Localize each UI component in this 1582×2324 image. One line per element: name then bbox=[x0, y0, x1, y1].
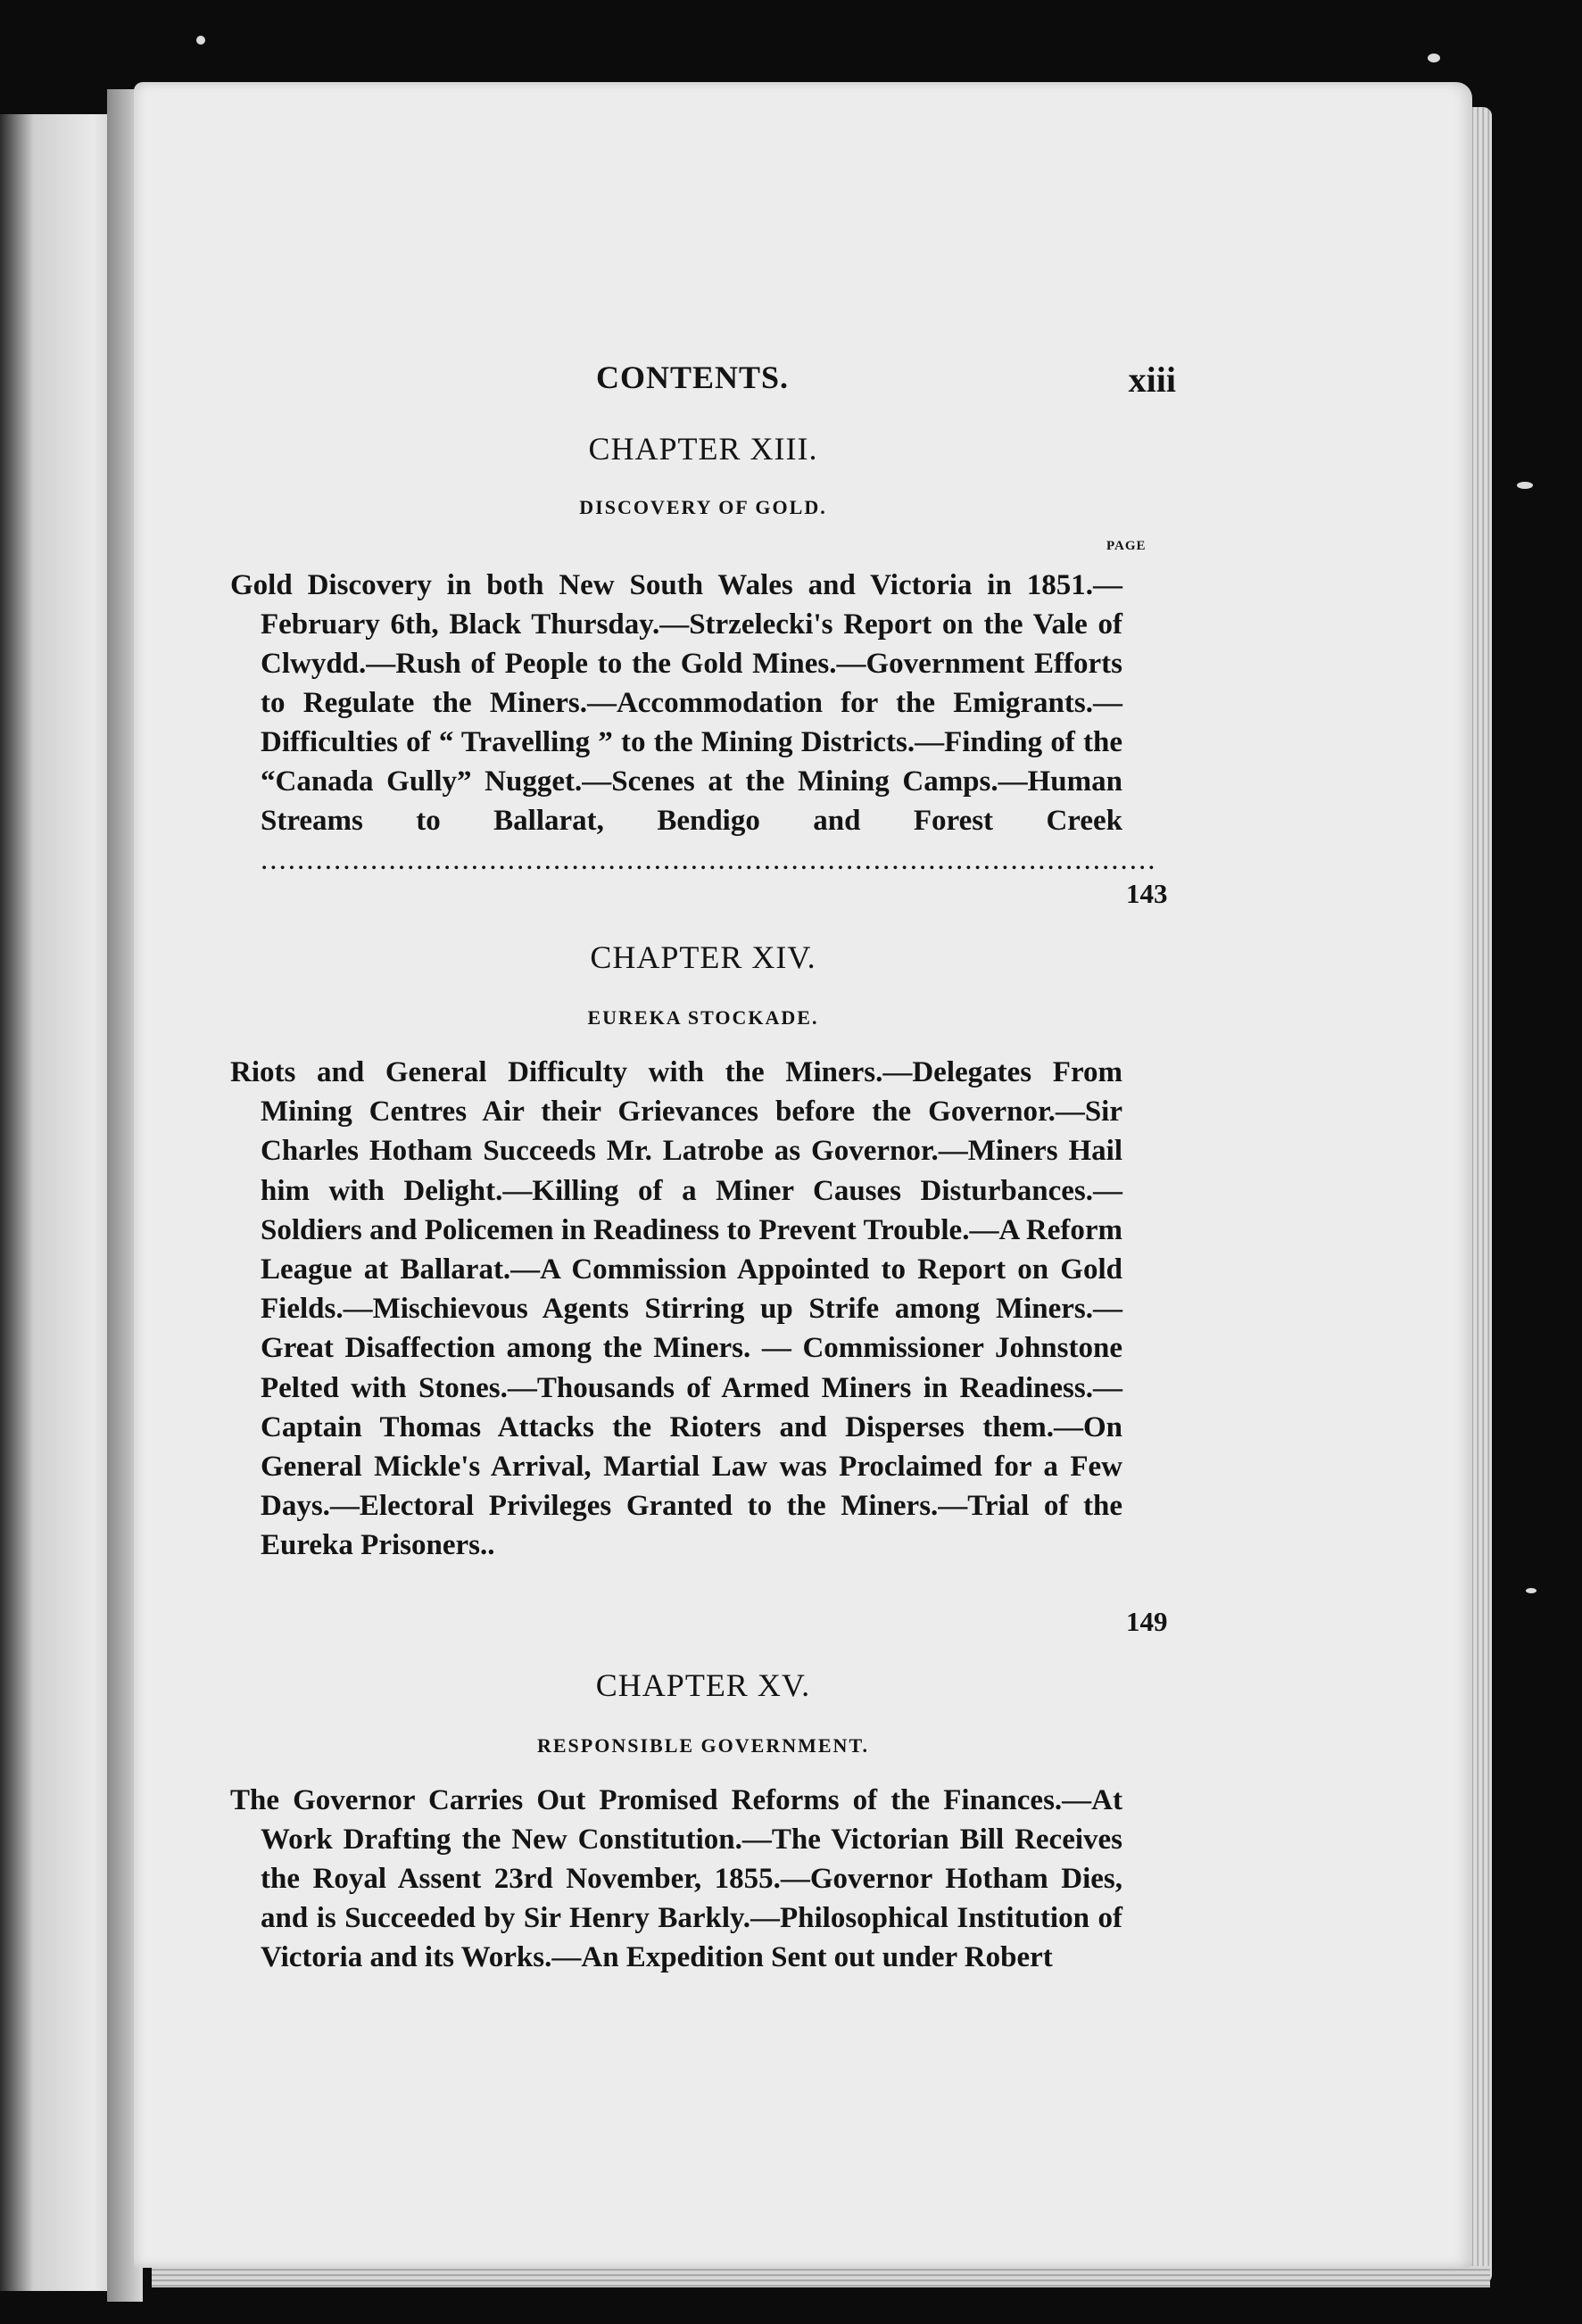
chapter-summary: The Governor Carries Out Promised Reforms of the Finances.—At Work Drafting the New Constitution.—The Victorian Bill Receives the Royal Assent 23rd November, 1855.—Governor Hotham Dies, and is Succeeded by Sir Henry Barkly.—Philosophical Institution of Victoria and its Works.—An Expedition Sent out under Robert bbox=[230, 1784, 1122, 1973]
scan-speck bbox=[1526, 1588, 1536, 1593]
scan-speck bbox=[1517, 482, 1533, 489]
chapter-heading: CHAPTER XV. bbox=[595, 1667, 811, 1703]
chapter-subtitle: DISCOVERY OF GOLD. bbox=[579, 496, 827, 518]
page-number: xiii bbox=[1128, 360, 1176, 400]
chapter-page-number: 149 bbox=[1126, 1606, 1168, 1637]
chapter-heading: CHAPTER XIII. bbox=[588, 431, 818, 467]
chapter-heading: CHAPTER XIV. bbox=[590, 939, 816, 975]
scan-speck bbox=[1428, 54, 1440, 62]
page-bottom-edge bbox=[152, 2266, 1490, 2287]
scan-speck bbox=[196, 36, 205, 45]
running-head-title: CONTENTS. bbox=[596, 360, 790, 395]
chapter-subtitle: RESPONSIBLE GOVERNMENT. bbox=[537, 1734, 869, 1757]
chapter-subtitle: EUREKA STOCKADE. bbox=[587, 1006, 819, 1029]
chapter-summary bbox=[230, 566, 1157, 880]
page-column-label: PAGE bbox=[1106, 539, 1147, 553]
dot-leader: .................................................................................................. bbox=[261, 844, 1157, 876]
running-head bbox=[230, 359, 1176, 412]
chapter-summary-text: Gold Discovery in both New South Wales and Victoria in 1851.—February 6th, Black Thursday.—Strzelecki's Report on the Vale of Clwydd.—Rush of People to the Gold Mines.—Government Efforts to Regulate the Miners.—Accommodation for the Emigrants.—Difficulties of “ Travelling ” to the Mining Districts.—Finding of the “Canada Gully” Nugget.—Scenes at the Mining Camps.—Human Streams to Ballarat, Bendigo and Forest Creek bbox=[230, 569, 1122, 837]
chapter-page-number: 143 bbox=[1126, 878, 1168, 909]
chapter-summary: Riots and General Difficulty with the Miners.—Delegates From Mining Centres Air their Grievances before the Governor.—Sir Charles Hotham Succeeds Mr. Latrobe as Governor.—Miners Hail him with Delight.—Killing of a Miner Causes Disturbances.—Soldiers and Policemen in Readiness to Prevent Trouble.—A Reform League at Ballarat.—A Commission Appointed to Report on Gold Fields.—Mischievous Agents Stirring up Strife among Miners.—Great Disaffection among the Miners. — Commissioner Johnstone Pelted with Stones.—Thousands of Armed Miners in Readiness.—Captain Thomas Attacks the Rioters and Disperses them.—On General Mickle's Arrival, Martial Law was Proclaimed for a Few Days.—Electoral Privileges Granted to the Miners.—Trial of the Eureka Prisoners.. bbox=[230, 1056, 1122, 1562]
